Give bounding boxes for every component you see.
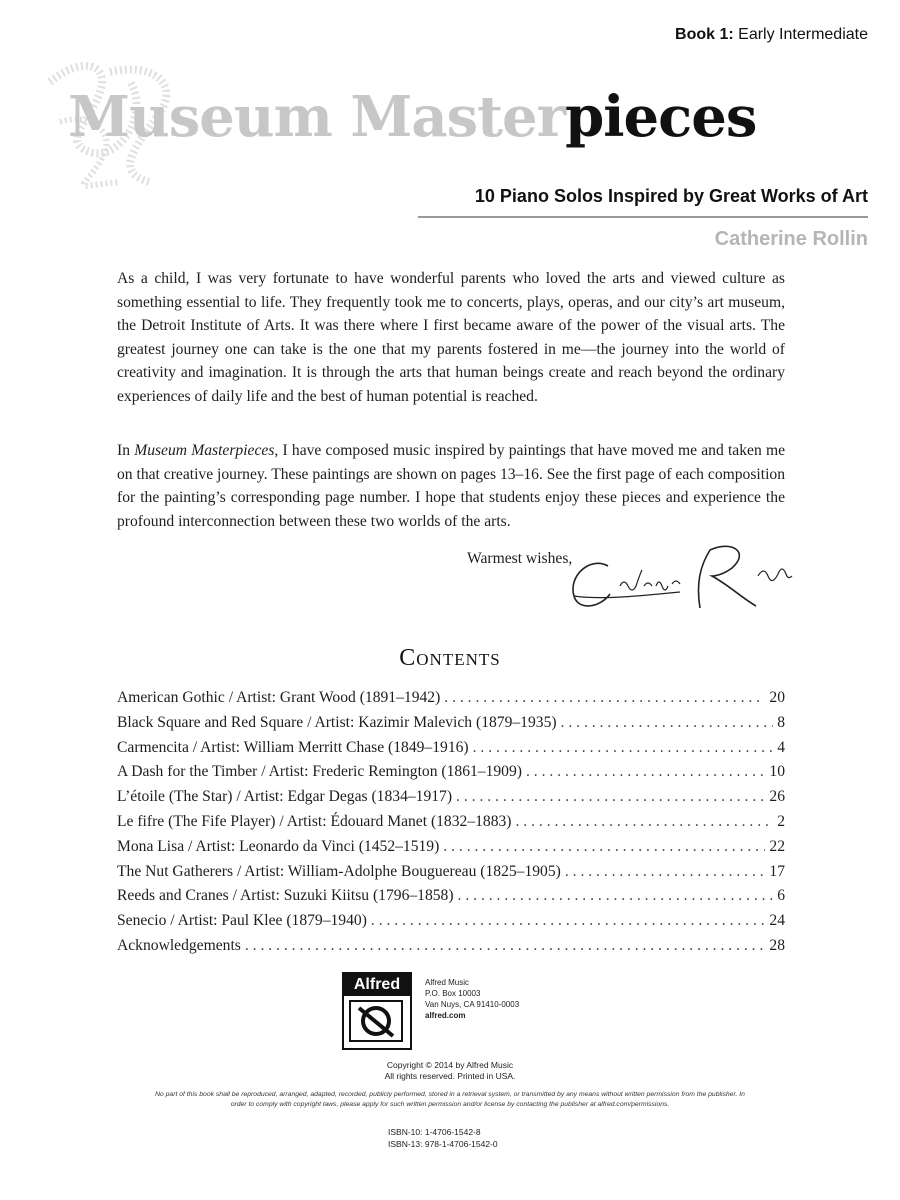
contents-entry-page: 22	[769, 837, 785, 855]
dot-leader	[561, 711, 774, 736]
dot-leader	[444, 686, 765, 711]
isbn-10: ISBN-10: 1-4706-1542-8	[388, 1127, 481, 1137]
publisher-city: Van Nuys, CA 91410-0003	[425, 1000, 520, 1009]
contents-entry	[117, 835, 785, 860]
intro-p2-rest: , I have composed music inspired by paintings that have moved me and taken me on that creative journey. These paintings are shown on pages 13–16. See the first page of each composition for the painting’s corresponding page number. I hope that students enjoy these pieces and experience the profound interconnection between these two worlds of the arts.	[117, 442, 785, 530]
contents-entry-title: Black Square and Red Square / Artist: Kazimir Malevich (1879–1935)	[117, 713, 557, 731]
book-title-black: pieces	[565, 84, 757, 150]
book-number: Book 1:	[675, 26, 734, 43]
treble-clef-icon	[349, 1000, 403, 1042]
publisher-website: alfred.com	[425, 1011, 466, 1020]
contents-entry-page: 20	[769, 689, 785, 706]
intro-p2-prefix: In	[117, 442, 135, 459]
dot-leader	[456, 785, 765, 810]
contents-entry-page: 10	[769, 763, 785, 781]
alfred-logo-word: Alfred	[344, 974, 410, 996]
legal-notice: No part of this book shall be reproduced, arranged, adapted, recorded, publicly performed, stored in a retrieval system, or transmitted by any means without written permission from the publisher. In order to comply with copyright laws, please apply for such written permission and/or license by contacting the publisher at alfred.com/permissions.	[155, 1091, 745, 1108]
contents-list	[117, 686, 785, 959]
contents-entry-title: A Dash for the Timber / Artist: Frederic Remington (1861–1909)	[117, 763, 522, 781]
contents-entry-title: Carmencita / Artist: William Merritt Chase (1849–1916)	[117, 738, 469, 756]
contents-entry-page: 4	[777, 738, 785, 756]
book-title	[68, 84, 756, 150]
book-title-grey: Museum Master	[68, 84, 566, 150]
contents-entry	[117, 711, 785, 736]
isbn-13: ISBN-13: 978-1-4706-1542-0	[388, 1139, 498, 1149]
copyright-block	[0, 1060, 900, 1082]
contents-entry-page: 28	[769, 936, 785, 954]
closing-text: Warmest wishes,	[467, 550, 573, 567]
contents-entry-page: 8	[777, 713, 785, 731]
contents-entry	[117, 760, 785, 785]
contents-entry-title: Senecio / Artist: Paul Klee (1879–1940)	[117, 912, 367, 930]
dot-leader	[443, 835, 765, 860]
contents-heading: Contents	[399, 645, 501, 671]
dot-leader	[526, 760, 765, 785]
dot-leader	[565, 860, 766, 885]
contents-entry-title: Acknowledgements	[117, 936, 241, 954]
contents-entry	[117, 884, 785, 909]
composer-name: Catherine Rollin	[714, 228, 868, 250]
contents-entry	[117, 785, 785, 810]
contents-entry	[117, 810, 785, 835]
book-level-label	[675, 26, 868, 44]
contents-entry-page: 24	[769, 912, 785, 930]
signature	[560, 536, 800, 626]
book-subtitle: 10 Piano Solos Inspired by Great Works of Art	[474, 186, 868, 206]
dot-leader	[245, 934, 766, 959]
title-divider	[418, 216, 868, 218]
difficulty-level: Early Intermediate	[738, 26, 868, 43]
dot-leader	[516, 810, 774, 835]
contents-entry-page: 17	[769, 862, 785, 880]
contents-entry	[117, 909, 785, 934]
contents-entry	[117, 860, 785, 885]
contents-entry	[117, 934, 785, 959]
publisher-name: Alfred Music	[425, 978, 470, 987]
isbn-block	[388, 1126, 498, 1150]
contents-entry-title: Le fifre (The Fife Player) / Artist: Édouard Manet (1832–1883)	[117, 812, 512, 830]
publisher-address	[425, 977, 519, 1021]
contents-entry-title: The Nut Gatherers / Artist: William-Adolphe Bouguereau (1825–1905)	[117, 862, 561, 880]
intro-p2-book-title: Museum Masterpieces	[134, 442, 275, 459]
dot-leader	[458, 884, 774, 909]
dot-leader	[473, 736, 774, 761]
contents-entry-title: Reeds and Cranes / Artist: Suzuki Kiitsu (1796–1858)	[117, 887, 454, 905]
contents-entry	[117, 736, 785, 761]
rights-line: All rights reserved. Printed in USA.	[384, 1071, 516, 1081]
intro-paragraph-1: As a child, I was very fortunate to have wonderful parents who loved the arts and viewed culture as something essential to life. They frequently took me to concerts, plays, operas, and our city’s art museum, the Detroit Institute of Arts. It was there where I first became aware of the power of the visual arts. The greatest journey one can take is the one that my parents fostered in me—the journey into the world of creativity and imagination. It is through the arts that human beings create and reach beyond the ordinary experiences of daily life and the best of human potential is reached.	[117, 270, 785, 405]
contents-entry-title: American Gothic / Artist: Grant Wood (1891–1942)	[117, 689, 441, 706]
contents-entry-title: Mona Lisa / Artist: Leonardo da Vinci (1452–1519)	[117, 837, 440, 855]
publisher-po-box: P.O. Box 10003	[425, 989, 481, 998]
dot-leader	[371, 909, 766, 934]
contents-entry-title: L’étoile (The Star) / Artist: Edgar Degas (1834–1917)	[117, 788, 453, 806]
contents-entry-page: 26	[769, 788, 785, 806]
contents-entry	[117, 686, 785, 711]
contents-entry-page: 2	[777, 812, 785, 830]
contents-entry-page: 6	[777, 887, 785, 905]
copyright-line: Copyright © 2014 by Alfred Music	[386, 1060, 514, 1070]
alfred-logo	[342, 972, 412, 1050]
intro-paragraph-2	[117, 439, 785, 533]
